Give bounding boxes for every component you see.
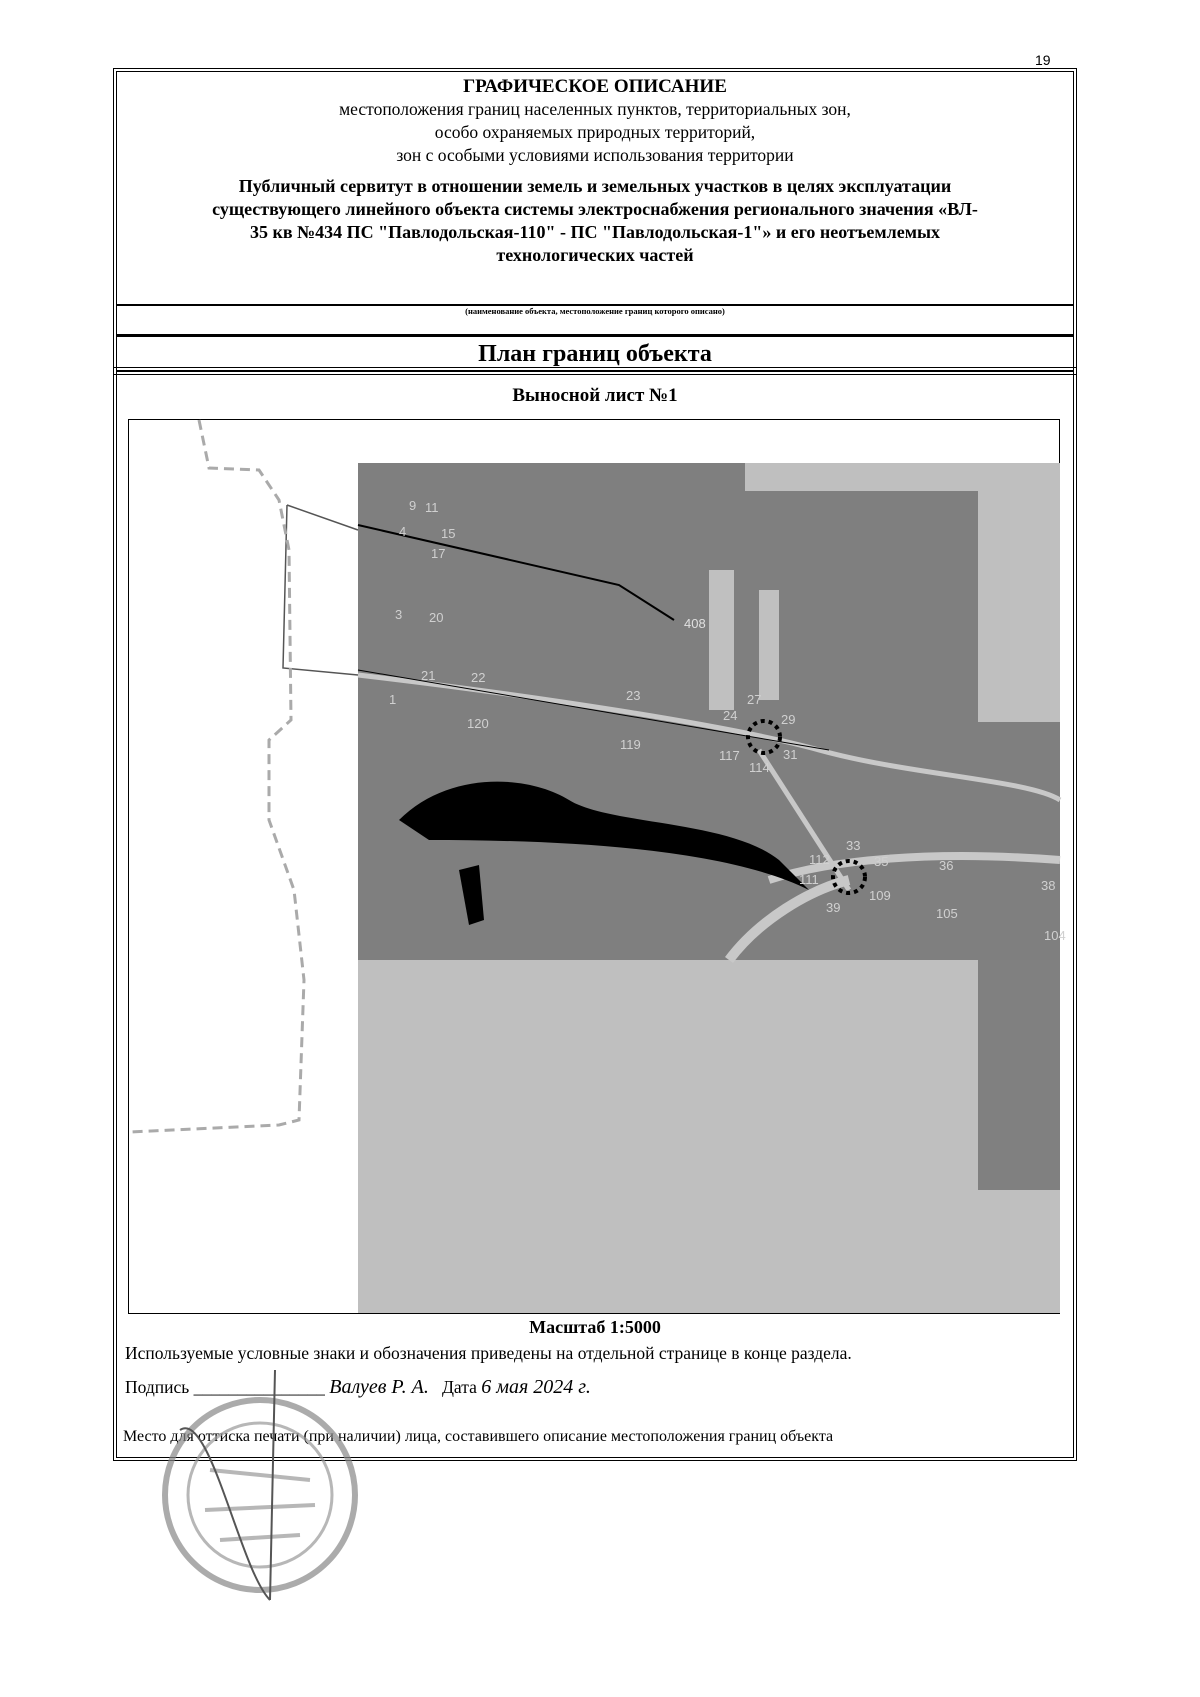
plan-body xyxy=(113,367,1077,1461)
point-label: 21 xyxy=(421,668,436,683)
light-strip xyxy=(745,463,1060,491)
settlement-boundary xyxy=(129,420,304,1132)
date-label: Дата xyxy=(441,1377,477,1397)
point-label: 20 xyxy=(429,610,444,625)
point-label: 9 xyxy=(409,498,417,513)
point-label: 105 xyxy=(936,906,958,921)
point-label: 1 xyxy=(389,692,397,707)
point-label: 23 xyxy=(626,688,641,703)
map-scale: Масштаб 1:5000 xyxy=(529,1317,661,1337)
sheet-title: Выносной лист №1 xyxy=(512,385,678,406)
point-label: 114 xyxy=(749,760,770,775)
point-label: 111 xyxy=(799,872,819,887)
building xyxy=(709,570,734,710)
point-label: 4 xyxy=(399,524,407,539)
point-label: 22 xyxy=(471,670,486,685)
header-frame xyxy=(113,68,1077,375)
object-line: 35 кв №434 ПС "Павлодольская-110" - ПС "Павлодольская-1"» и его неотъемлемых xyxy=(249,222,941,242)
point-label: 408 xyxy=(684,616,706,631)
object-name xyxy=(117,175,1073,267)
point-label: 15 xyxy=(441,526,456,541)
document-title: ГРАФИЧЕСКОЕ ОПИСАНИЕ xyxy=(463,76,727,97)
point-label: 104 xyxy=(1044,928,1066,943)
point-label: 17 xyxy=(431,546,446,561)
point-label: 24 xyxy=(723,708,738,723)
legend-note: Используемые условные знаки и обозначения приведены на отдельной странице в конце раздела. xyxy=(125,1343,852,1363)
header-block xyxy=(117,76,1073,306)
point-label: 36 xyxy=(939,858,954,873)
point-label: 35 xyxy=(874,854,889,869)
point-label: 112 xyxy=(809,852,830,867)
point-label: 27 xyxy=(747,692,762,707)
map-area xyxy=(128,419,1066,1314)
stamp-seal xyxy=(150,1370,370,1610)
object-caption: (наименование объекта, местоположение границ которого описано) xyxy=(117,306,1073,337)
signature-line: _______________ xyxy=(193,1377,325,1397)
field xyxy=(524,605,704,665)
orthophoto-right xyxy=(978,722,1060,960)
subtitle-line: зон с особыми условиями использования территории xyxy=(396,145,794,165)
subtitle-line: особо охраняемых природных территорий, xyxy=(434,122,756,142)
building xyxy=(759,590,779,700)
point-label: 119 xyxy=(620,737,641,752)
point-label: 11 xyxy=(425,500,439,515)
map-graphic xyxy=(129,420,1059,1313)
point-label: 33 xyxy=(846,838,861,853)
page-number: 19 xyxy=(1035,52,1051,68)
signature-date: 6 мая 2024 г. xyxy=(481,1376,591,1398)
dark-strip xyxy=(978,960,1060,1190)
point-label: 39 xyxy=(826,900,841,915)
subtitle-line: местоположения границ населенных пунктов, территориальных зон, xyxy=(339,99,851,119)
seal-note: Место для оттиска печати (при наличии) лица, составившего описание местоположения границ объекта xyxy=(123,1428,834,1445)
plan-title: План границ объекта xyxy=(478,341,712,367)
point-label: 117 xyxy=(719,748,740,763)
boundary-outline xyxy=(283,505,358,675)
object-line: технологических частей xyxy=(496,245,694,265)
object-line: Публичный сервитут в отношении земель и земельных участков в целях эксплуатации xyxy=(238,176,952,196)
point-label: 109 xyxy=(869,888,891,903)
point-label: 3 xyxy=(395,607,403,622)
signature-label: Подпись xyxy=(125,1377,190,1397)
point-label: 120 xyxy=(467,716,489,731)
point-label: 29 xyxy=(781,712,796,727)
object-line: существующего линейного объекта системы электроснабжения регионального значения «ВЛ- xyxy=(212,199,978,219)
point-label: 31 xyxy=(783,747,798,762)
signer-name: Валуев Р. А. xyxy=(329,1376,429,1398)
point-label: 38 xyxy=(1041,878,1056,893)
